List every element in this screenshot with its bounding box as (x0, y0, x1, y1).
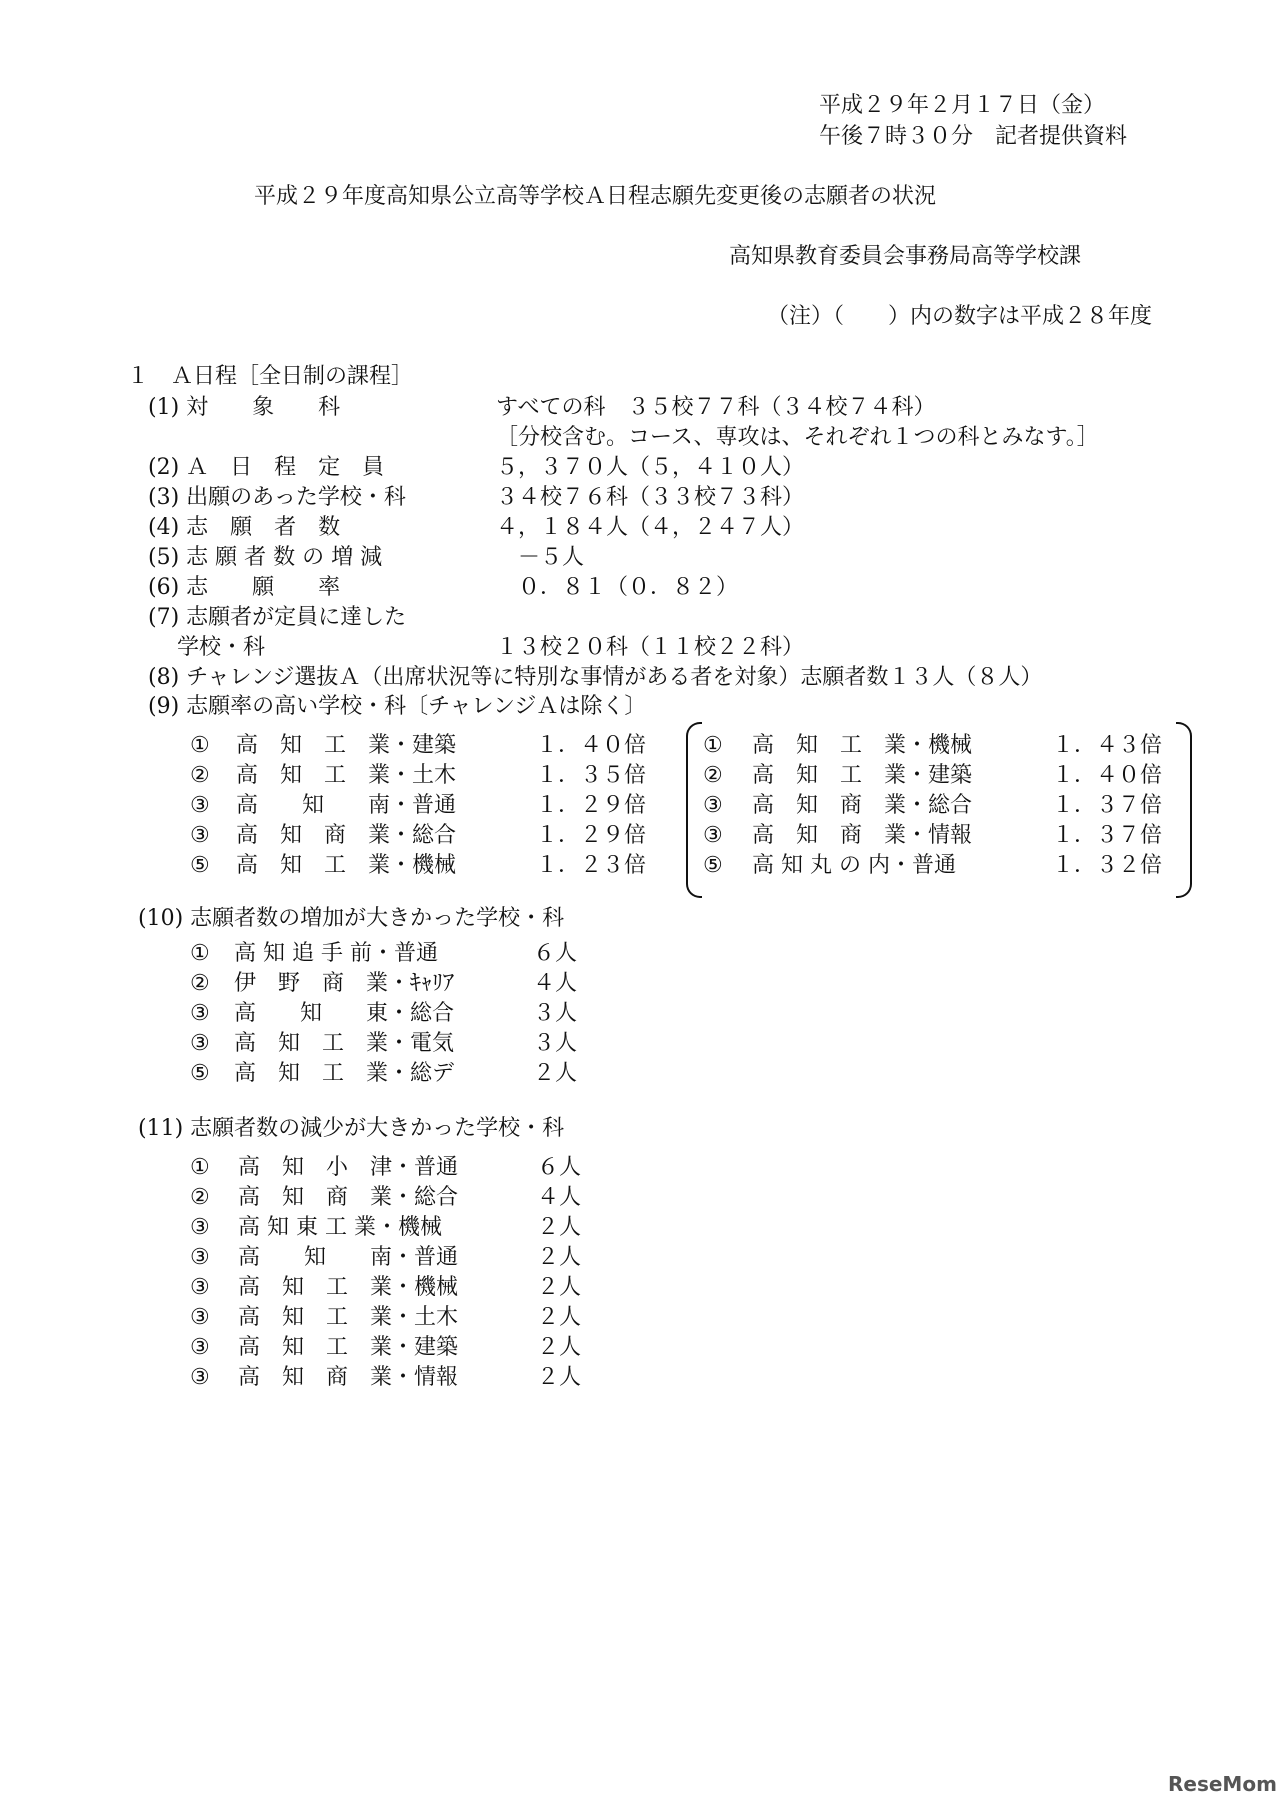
school-name: 高 知 工 業・電気 (234, 1031, 455, 1056)
rank-number: ③ (190, 1275, 210, 1300)
department: 高知県教育委員会事務局高等学校課 (729, 244, 1082, 269)
rank-number: ⑤ (703, 853, 723, 878)
rank-value: １．４３倍 (1052, 733, 1163, 758)
item-value: ４，１８４人（４，２４７人） (496, 515, 805, 540)
school-name: 高 知 商 業・情報 (238, 1365, 459, 1390)
item-9-heading: (9) 志願率の高い学校・科〔チャレンジＡは除く〕 (148, 694, 647, 719)
item-label: (6) 志 願 率 (148, 575, 341, 600)
rank-number: ③ (190, 1365, 210, 1390)
rank-number: ③ (703, 823, 723, 848)
rank-number: ① (190, 941, 210, 966)
item-8: (8) チャレンジ選抜Ａ（出席状況等に特別な事情がある者を対象）志願者数１３人（８人） (148, 665, 1043, 690)
rank-number: ⑤ (190, 853, 210, 878)
rank-value: ３人 (533, 1001, 578, 1026)
item-label: 学校・科 (148, 635, 265, 660)
school-name: 高 知 工 業・土木 (238, 1305, 459, 1330)
school-name: 高 知 工 業・建築 (238, 1335, 459, 1360)
rank-number: ③ (190, 1001, 210, 1026)
rank-value: １．４０倍 (1052, 763, 1163, 788)
rank-value: ６人 (533, 941, 578, 966)
rank-value: １．４０倍 (536, 733, 647, 758)
rank-value: １．３２倍 (1052, 853, 1163, 878)
note: （注）（ ）内の数字は平成２８年度 (767, 304, 1153, 329)
school-name: 高 知 工 業・機械 (752, 733, 973, 758)
rank-number: ③ (190, 1215, 210, 1240)
rank-value: ２人 (537, 1215, 582, 1240)
bracket-left (686, 722, 702, 898)
item-value: ３４校７６科（３３校７３科） (496, 485, 805, 510)
item-label: (1) 対 象 科 (148, 395, 341, 420)
rank-number: ③ (190, 1305, 210, 1330)
rank-number: ② (190, 971, 210, 996)
school-name: 高 知 工 業・建築 (236, 733, 457, 758)
item-value: ５，３７０人（５，４１０人） (496, 455, 805, 480)
item-value: －５人 (496, 545, 585, 570)
section-heading: １ Ａ日程［全日制の課程］ (127, 364, 414, 389)
school-name: 高 知 工 業・機械 (238, 1275, 459, 1300)
rank-number: ② (190, 763, 210, 788)
rank-number: ③ (190, 1031, 210, 1056)
rank-value: １．２９倍 (536, 823, 647, 848)
rank-value: １．２３倍 (536, 853, 647, 878)
item-label: (7) 志願者が定員に達した (148, 605, 407, 630)
item-label: (2) Ａ 日 程 定 員 (148, 455, 385, 480)
rank-value: ４人 (533, 971, 578, 996)
rank-value: ２人 (537, 1305, 582, 1330)
school-name: 高 知 商 業・総合 (236, 823, 457, 848)
item-value: １３校２０科（１１校２２科） (496, 635, 805, 660)
rank-number: ③ (190, 1245, 210, 1270)
watermark-logo: ReseMom (1168, 1772, 1277, 1796)
rank-value: １．３７倍 (1052, 793, 1163, 818)
item-11-heading: (11) 志願者数の減少が大きかった学校・科 (138, 1116, 565, 1141)
school-name: 伊 野 商 業・ｷｬﾘｱ (234, 971, 455, 996)
rank-number: ② (703, 763, 723, 788)
rank-value: ２人 (537, 1365, 582, 1390)
rank-number: ① (190, 733, 210, 758)
school-name: 高 知 追 手 前・普通 (234, 941, 438, 966)
school-name: 高 知 工 業・土木 (236, 763, 457, 788)
item-value: すべての科 ３５校７７科（３４校７４科） (496, 395, 936, 420)
release-date: 平成２９年２月１７日（金） (819, 93, 1106, 118)
school-name: 高 知 東・総合 (234, 1001, 455, 1026)
rank-number: ③ (190, 823, 210, 848)
rank-number: ② (190, 1185, 210, 1210)
rank-value: １．３５倍 (536, 763, 647, 788)
release-time: 午後７時３０分 記者提供資料 (819, 124, 1128, 149)
rank-value: ２人 (537, 1245, 582, 1270)
rank-value: １．３７倍 (1052, 823, 1163, 848)
item-label: (3) 出願のあった学校・科 (148, 485, 406, 510)
school-name: 高 知 商 業・総合 (752, 793, 973, 818)
rank-value: ６人 (537, 1155, 582, 1180)
item-label: (5) 志 願 者 数 の 増 減 (148, 545, 383, 570)
rank-number: ③ (190, 1335, 210, 1360)
school-name: 高 知 丸 の 内・普通 (752, 853, 956, 878)
rank-value: １．２９倍 (536, 793, 647, 818)
rank-value: ３人 (533, 1031, 578, 1056)
rank-value: ２人 (533, 1061, 578, 1086)
rank-number: ③ (190, 793, 210, 818)
rank-number: ① (190, 1155, 210, 1180)
rank-value: ２人 (537, 1275, 582, 1300)
item-label: (4) 志 願 者 数 (148, 515, 341, 540)
rank-number: ③ (703, 793, 723, 818)
school-name: 高 知 小 津・普通 (238, 1155, 459, 1180)
item-value: ［分校含む。コース、専攻は、それぞれ１つの科とみなす。］ (496, 425, 1099, 450)
school-name: 高 知 商 業・情報 (752, 823, 973, 848)
bracket-right (1176, 722, 1192, 898)
school-name: 高 知 工 業・総デ (234, 1061, 455, 1086)
school-name: 高 知 南・普通 (238, 1245, 459, 1270)
item-10-heading: (10) 志願者数の増加が大きかった学校・科 (138, 906, 565, 931)
item-value: ０．８１（０．８２） (496, 575, 739, 600)
rank-value: ４人 (537, 1185, 582, 1210)
rank-number: ⑤ (190, 1061, 210, 1086)
school-name: 高 知 商 業・総合 (238, 1185, 459, 1210)
rank-value: ２人 (537, 1335, 582, 1360)
school-name: 高 知 工 業・建築 (752, 763, 973, 788)
school-name: 高 知 東 工 業・機械 (238, 1215, 442, 1240)
rank-number: ① (703, 733, 723, 758)
school-name: 高 知 工 業・機械 (236, 853, 457, 878)
school-name: 高 知 南・普通 (236, 793, 457, 818)
document-title: 平成２９年度高知県公立高等学校Ａ日程志願先変更後の志願者の状況 (254, 184, 937, 209)
